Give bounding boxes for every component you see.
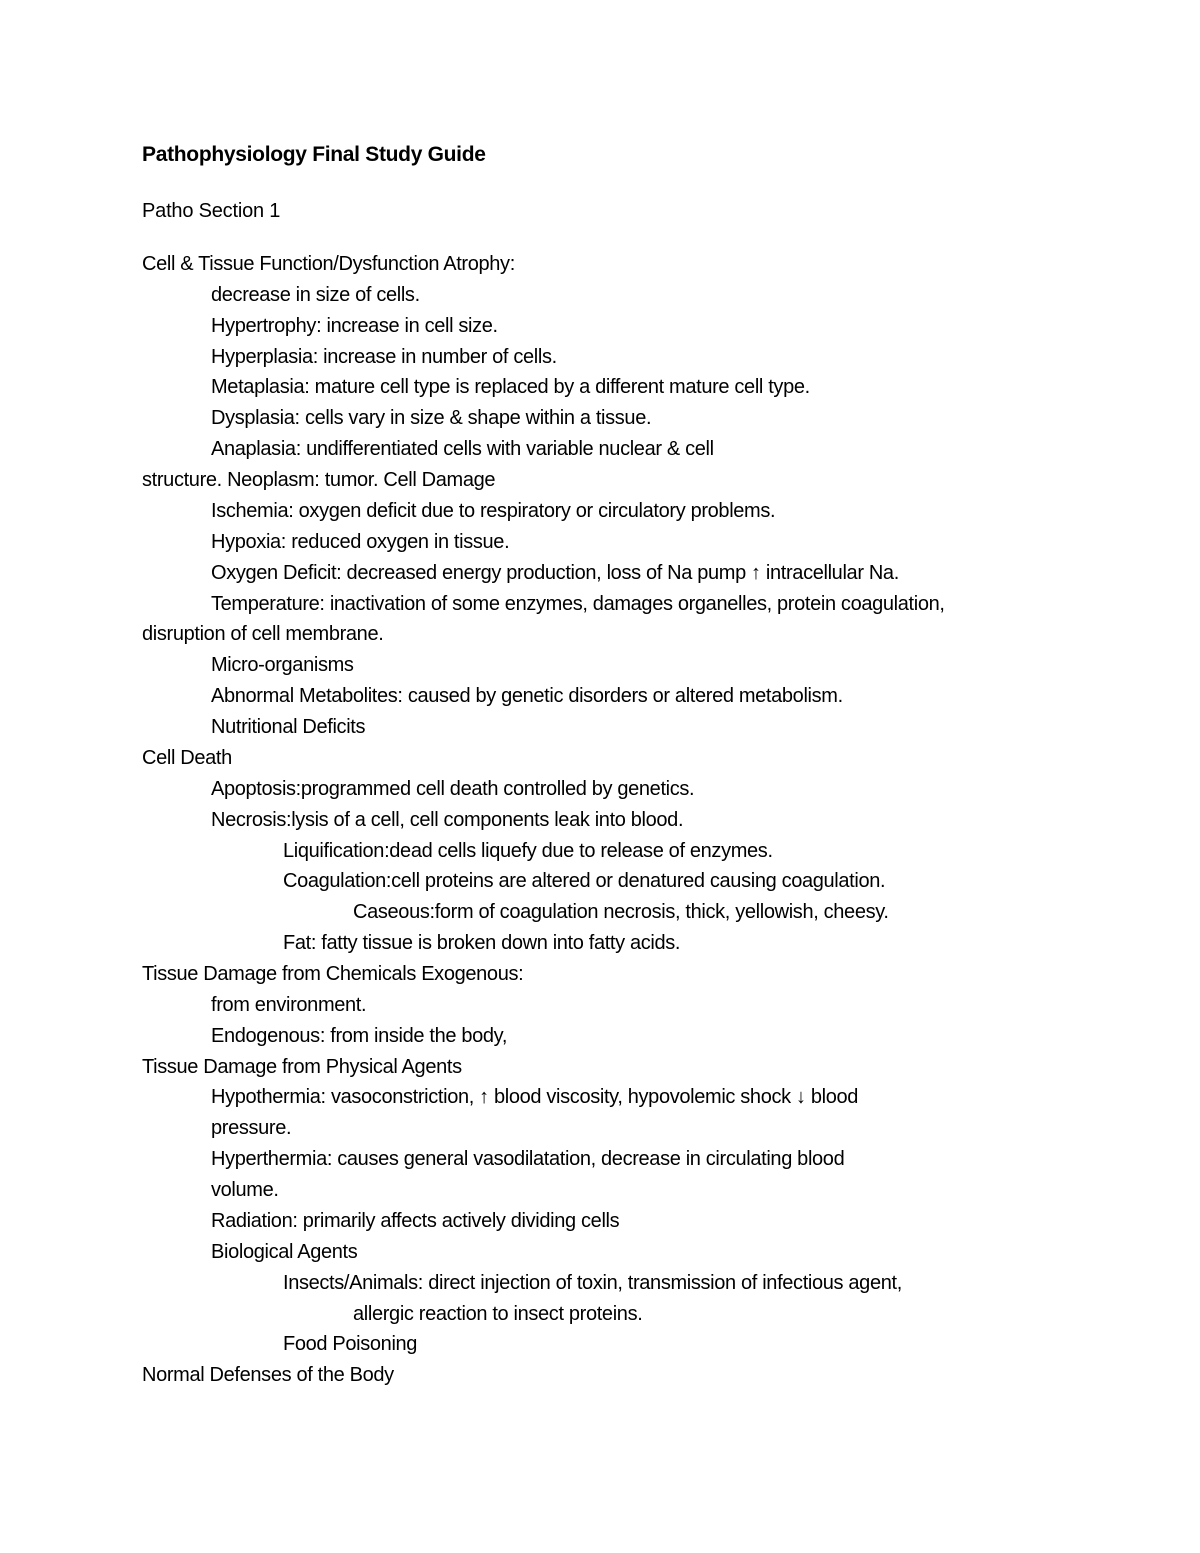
document-line: structure. Neoplasm: tumor. Cell Damage bbox=[142, 469, 496, 492]
document-line: Hyperplasia: increase in number of cells. bbox=[211, 345, 557, 368]
document-line: Caseous:form of coagulation necrosis, thick, yellowish, cheesy. bbox=[353, 901, 889, 924]
document-line: Food Poisoning bbox=[283, 1333, 418, 1356]
document-line: Hypertrophy: increase in cell size. bbox=[211, 314, 498, 337]
document-line: Fat: fatty tissue is broken down into fatty acids. bbox=[283, 932, 681, 955]
document-line: Micro-organisms bbox=[211, 654, 354, 677]
document-line: Endogenous: from inside the body, bbox=[211, 1024, 508, 1047]
document-line: Nutritional Deficits bbox=[211, 716, 366, 739]
document-line: Dysplasia: cells vary in size & shape within a tissue. bbox=[211, 407, 652, 430]
document-line: Hypoxia: reduced oxygen in tissue. bbox=[211, 530, 510, 553]
document-line: allergic reaction to insect proteins. bbox=[353, 1302, 643, 1325]
document-line: pressure. bbox=[211, 1117, 292, 1140]
document-line: Anaplasia: undifferentiated cells with variable nuclear & cell bbox=[211, 438, 714, 461]
document-line: Liquification:dead cells liquefy due to release of enzymes. bbox=[283, 839, 773, 862]
document-line: Apoptosis:programmed cell death controlled by genetics. bbox=[211, 777, 695, 800]
document-line: Cell Death bbox=[142, 746, 232, 769]
document-line: Metaplasia: mature cell type is replaced by a different mature cell type. bbox=[211, 376, 810, 399]
document-line: disruption of cell membrane. bbox=[142, 623, 384, 646]
document-line: Hyperthermia: causes general vasodilatation, decrease in circulating blood bbox=[211, 1148, 845, 1171]
document-title: Pathophysiology Final Study Guide bbox=[142, 143, 486, 166]
document-line: Temperature: inactivation of some enzymes, damages organelles, protein coagulation, bbox=[211, 592, 945, 615]
document-line: Insects/Animals: direct injection of toxin, transmission of infectious agent, bbox=[283, 1271, 902, 1294]
document-line: Tissue Damage from Chemicals Exogenous: bbox=[142, 963, 524, 985]
document-line: decrease in size of cells. bbox=[211, 283, 420, 306]
document-line: Cell & Tissue Function/Dysfunction Atrophy: bbox=[142, 253, 515, 275]
document-line: Biological Agents bbox=[211, 1240, 358, 1263]
document-line: Necrosis:lysis of a cell, cell components leak into blood. bbox=[211, 808, 684, 831]
document-line: Oxygen Deficit: decreased energy production, loss of Na pump ↑ intracellular Na. bbox=[211, 561, 899, 584]
document-line: Abnormal Metabolites: caused by genetic disorders or altered metabolism. bbox=[211, 685, 843, 708]
document-line: volume. bbox=[211, 1179, 279, 1202]
document-line: Radiation: primarily affects actively dividing cells bbox=[211, 1209, 620, 1232]
document-line: from environment. bbox=[211, 993, 367, 1016]
document-line: Normal Defenses of the Body bbox=[142, 1364, 394, 1387]
document-line: Hypothermia: vasoconstriction, ↑ blood viscosity, hypovolemic shock ↓ blood bbox=[211, 1086, 859, 1109]
document-line: Coagulation:cell proteins are altered or denatured causing coagulation. bbox=[283, 870, 886, 893]
document-line: Ischemia: oxygen deficit due to respiratory or circulatory problems. bbox=[211, 499, 776, 522]
section-heading: Patho Section 1 bbox=[142, 200, 281, 222]
document-line: Tissue Damage from Physical Agents bbox=[142, 1055, 462, 1078]
